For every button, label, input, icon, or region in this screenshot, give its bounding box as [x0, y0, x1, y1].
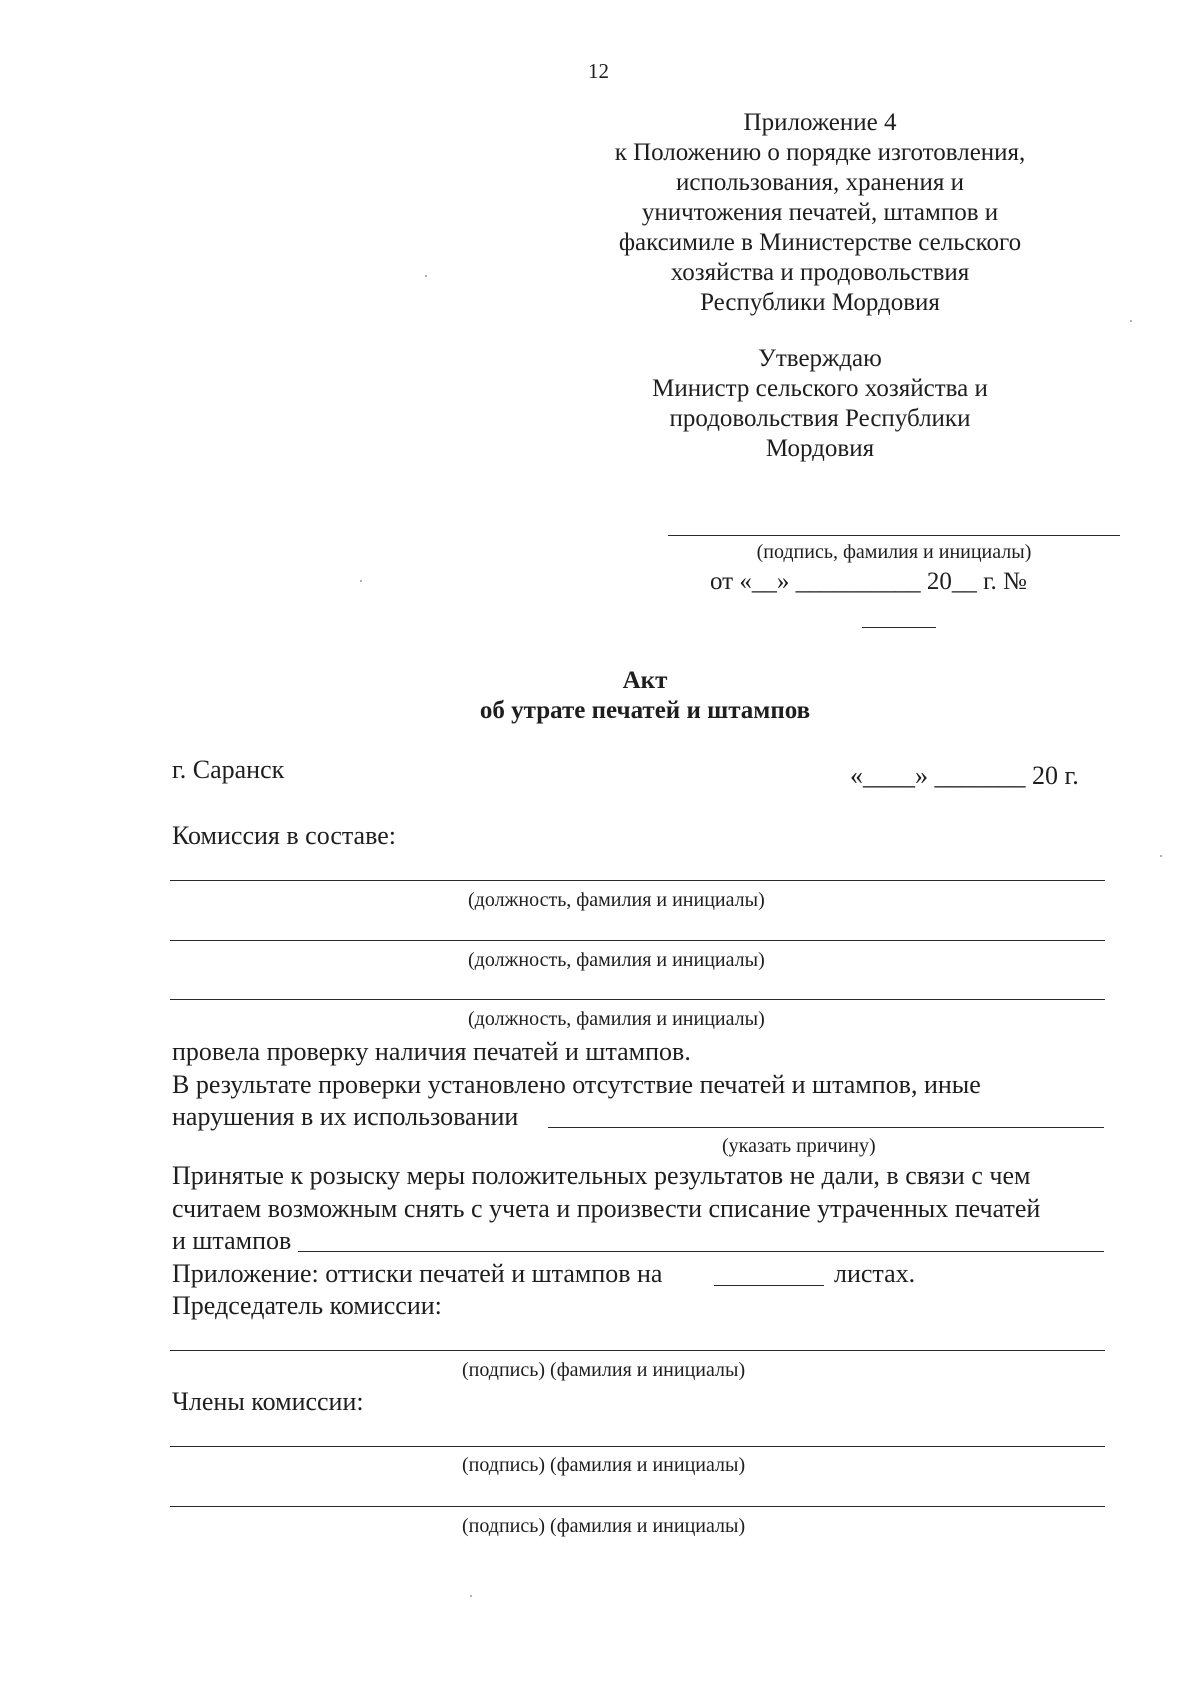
scan-speck: [360, 580, 362, 582]
members-label: Члены комиссии:: [172, 1387, 364, 1416]
sign-caption: (подпись) (фамилия и инициалы): [462, 1359, 746, 1381]
member-caption: (должность, фамилия и инициалы): [468, 889, 765, 911]
appendix-header: [570, 108, 1070, 318]
member-sign-line-2[interactable]: [170, 1506, 1105, 1507]
member-sign-line-1[interactable]: [170, 1446, 1105, 1447]
appendix-line: хозяйства и продовольствия: [670, 259, 970, 286]
approval-date-line[interactable]: от «__» __________ 20__ г. №: [710, 568, 1027, 595]
approval-line: Министр сельского хозяйства и: [652, 375, 988, 402]
stamps-line[interactable]: [298, 1251, 1104, 1252]
appendix-line: к Положению о порядке изготовления,: [614, 139, 1026, 166]
approval-signature-line[interactable]: [668, 535, 1120, 536]
member-line-1[interactable]: [170, 880, 1105, 881]
sign-caption: (подпись) (фамилия и инициалы): [462, 1454, 746, 1476]
approval-number-line[interactable]: [862, 627, 936, 628]
check-text: провела проверку наличия печатей и штампов.: [172, 1037, 691, 1066]
attachment-suffix: листах.: [834, 1259, 916, 1288]
measures-line-2: считаем возможным снять с учета и произвести списание утраченных печатей: [172, 1194, 1041, 1223]
result-line-2: нарушения в их использовании: [172, 1102, 519, 1131]
measures-line-3: и штампов: [172, 1226, 292, 1255]
approval-signature-caption: (подпись, фамилия и инициалы): [756, 541, 1032, 563]
member-caption: (должность, фамилия и инициалы): [468, 1008, 765, 1030]
chairman-sign-line[interactable]: [170, 1350, 1105, 1351]
appendix-line: уничтожения печатей, штампов и: [641, 199, 999, 226]
scan-speck: [1160, 855, 1162, 857]
scan-speck: [425, 275, 427, 277]
date-field[interactable]: «____» _______ 20 г.: [850, 761, 1079, 790]
attachment-prefix: Приложение: оттиски печатей и штампов на: [172, 1259, 663, 1288]
chairman-label: Председатель комиссии:: [172, 1291, 442, 1320]
document-title-line2: об утрате печатей и штампов: [479, 697, 811, 724]
member-line-2[interactable]: [170, 940, 1105, 941]
approval-line: Мордовия: [765, 435, 875, 462]
member-caption: (должность, фамилия и инициалы): [468, 949, 765, 971]
document-title-line1: Акт: [622, 667, 668, 694]
appendix-line: Приложение 4: [743, 109, 897, 136]
reason-line[interactable]: [548, 1127, 1104, 1128]
commission-label: Комиссия в составе:: [172, 821, 396, 850]
approval-line: продовольствия Республики: [669, 405, 971, 432]
page-number: 12: [588, 59, 609, 83]
sheets-count-line[interactable]: [714, 1285, 824, 1286]
scan-speck: [1130, 320, 1132, 322]
appendix-line: использования, хранения и: [676, 169, 964, 196]
sign-caption: (подпись) (фамилия и инициалы): [462, 1515, 746, 1537]
result-line-1: В результате проверки установлено отсутствие печатей и штампов, иные: [172, 1070, 981, 1099]
appendix-line: факсимиле в Министерстве сельского: [618, 229, 1022, 256]
appendix-line: Республики Мордовия: [700, 289, 940, 316]
approval-line: Утверждаю: [758, 345, 882, 372]
scan-speck: [470, 1595, 472, 1597]
measures-line-1: Принятые к розыску меры положительных результатов не дали, в связи с чем: [172, 1161, 1031, 1190]
approval-block: [570, 344, 1070, 464]
reason-caption: (указать причину): [722, 1135, 876, 1157]
member-line-3[interactable]: [170, 999, 1105, 1000]
place: г. Саранск: [172, 755, 285, 784]
